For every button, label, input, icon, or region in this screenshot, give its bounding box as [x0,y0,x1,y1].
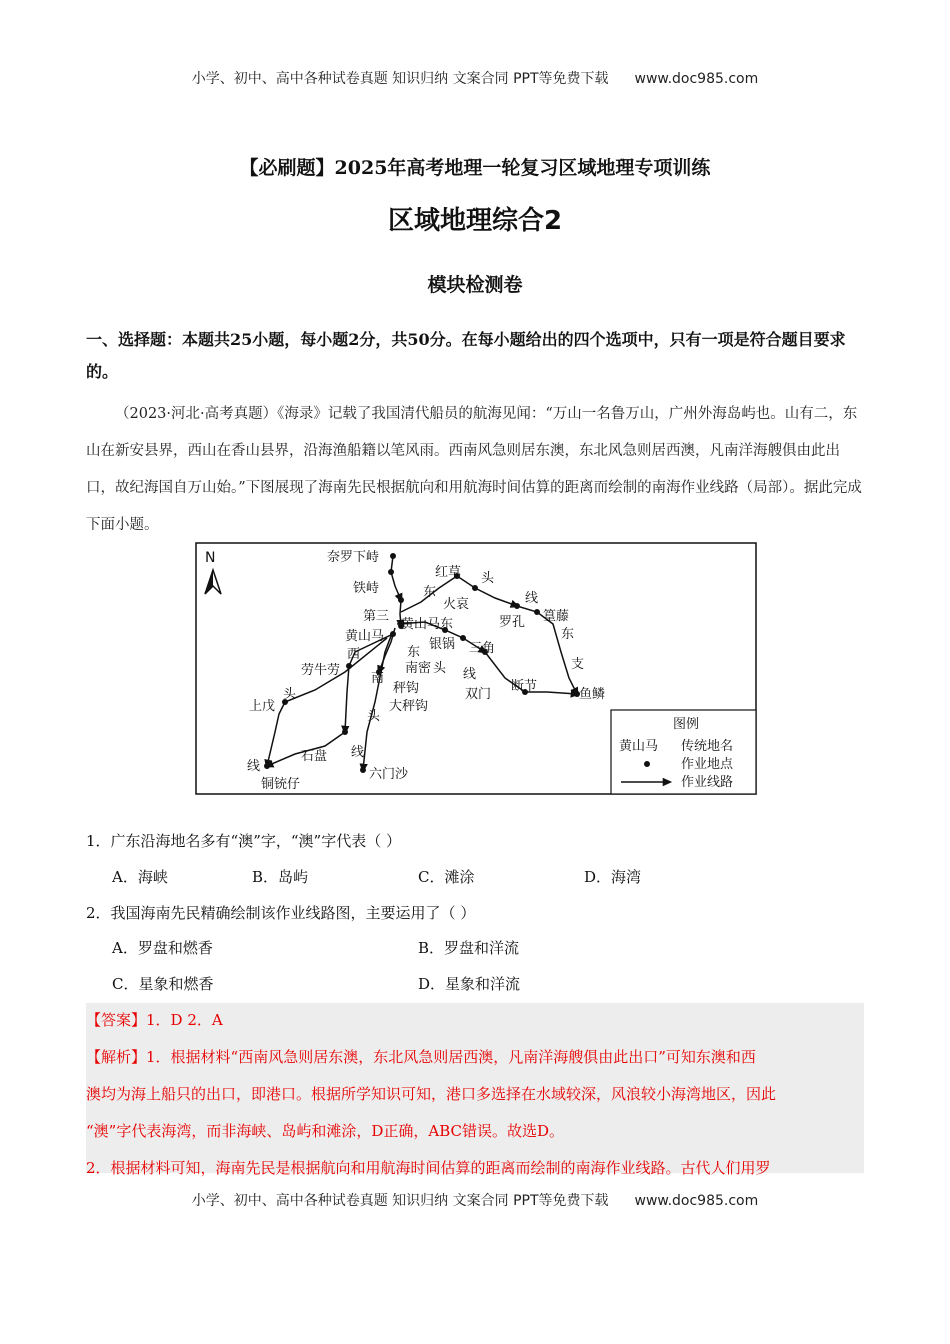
place-label: 支 [571,657,585,672]
place-label: 劳牛劳 [301,663,341,678]
place-label: 银锅 [429,637,456,652]
answer-line [86,1002,864,1039]
place-label: 双门 [465,687,492,702]
map-legend [611,710,756,794]
work-point [390,631,396,637]
place-label: 东 [407,645,421,660]
analysis-line-2: 澳均为海上船只的出口，即港口。根据所学知识可知，港口多选择在水域较深，风浪较小海湾地区，因此 [86,1085,777,1103]
legend-point-label: 作业地点 [681,757,734,772]
route-map [195,542,757,795]
question-2-option-a[interactable]: A．罗盘和燃香 [112,939,213,957]
analysis-label: 【解析】 [86,1048,147,1066]
work-point [346,663,352,669]
question-1-option-d[interactable]: D．海湾 [584,868,642,886]
legend-sample-name: 黄山马 [619,739,659,754]
place-label: 线 [463,667,477,682]
place-label: 大秤钩 [389,699,429,714]
place-label: 线 [247,759,261,774]
place-label: 黄山马东 [401,617,454,632]
place-label: 头 [283,687,297,702]
answer-text: 1．D 2．A [146,1011,223,1029]
question-2-stem: 2．我国海南先民精确绘制该作业线路图，主要运用了（ ） [86,904,476,922]
question-2-option-d[interactable]: D．星象和洋流 [418,975,521,993]
section-heading-text: 一、选择题：本题共25小题，每小题2分，共50分。在每小题给出的四个选项中，只有一项是符合题目要求的。 [86,330,846,381]
analysis-line-3: “澳”字代表海湾，而非海峡、岛屿和滩涂，D正确，ABC错误。故选D。 [86,1122,565,1140]
answer-label: 【答案】 [86,1011,147,1029]
page-header [0,68,950,88]
place-label: 奈罗下峙 [327,550,380,565]
analysis-line-1 [86,1039,864,1076]
place-label: 黄山马 [345,629,385,644]
place-label: 头 [481,571,495,586]
section-heading [86,324,866,388]
place-label: 头 [367,709,381,724]
place-label: 鱼鳞 [579,687,606,702]
passage: （2023·河北·高考真题）《海录》记载了我国清代船员的航海见闻：“万山一名鲁万山，广州外海岛屿也。山有二，东山在新安县界，西山在香山县界，沿海渔船籍以笔风雨。西南风急则居东澳，东北风急则居西澳，凡南洋海艘俱由此出口，故纪海国自万山始。”下图展现了海南先民根据航向和用航海时间估算的距离而绘制的南海作业线路（局部）。据此完成下面小题。 [86,406,862,533]
legend-point-symbol [644,761,650,767]
analysis-line-4: 2．根据材料可知，海南先民是根据航向和用航海时间估算的距离而绘制的南海作业线路。古代人们用罗 [86,1159,771,1177]
work-point [472,585,478,591]
question-2-option-b[interactable]: B．罗盘和洋流 [418,939,520,957]
work-point [264,763,270,769]
question-1-option-b[interactable]: B．岛屿 [252,868,309,886]
question-1-option-c[interactable]: C．滩涂 [418,868,475,886]
legend-route-label: 作业线路 [681,775,734,790]
page-footer [0,1190,950,1210]
analysis-text-1: 1．根据材料“西南风急则居东澳，东北风急则居西澳，凡南洋海艘俱由此出口”可知东澳和西 [146,1048,756,1066]
question-2-option-c[interactable]: C．星象和燃香 [112,975,214,993]
north-label: N [205,550,216,566]
place-label: 六门沙 [369,767,409,782]
question-1-option-a[interactable]: A．海峡 [112,868,168,886]
question-1-stem: 1．广东沿海地名多有“澳”字，“澳”字代表（ ） [86,832,401,850]
place-label: 秤钩 [393,681,420,696]
place-label: 头 [433,661,447,676]
place-label: 火哀 [443,597,470,612]
place-label: 红草 [435,565,462,580]
document-title: 【必刷题】2025年高考地理一轮复习区域地理专项训练 [239,157,711,179]
document-subtitle: 区域地理综合2 [387,206,563,236]
work-point [342,729,348,735]
legend-name-label: 传统地名 [681,739,734,754]
section-title: 模块检测卷 [427,274,523,296]
place-label: 铁峙 [353,581,380,596]
place-label: 石盘 [301,749,328,764]
work-point [534,609,540,615]
place-label: 东 [561,627,575,642]
work-point [398,597,404,603]
footer-site-link[interactable]: www.doc985.com [634,1193,759,1209]
work-point [460,635,466,641]
footer-text: 小学、初中、高中各种试卷真题 知识归纳 文案合同 PPT等免费下载 [191,1193,609,1209]
place-label: 西 [347,647,361,662]
place-label: 南 [371,671,385,686]
place-label: 线 [351,745,365,760]
work-point [514,603,520,609]
place-label: 东 [423,585,437,600]
header-site-link[interactable]: www.doc985.com [634,71,759,87]
legend-title: 图例 [673,717,700,732]
place-label: 三角 [469,641,496,656]
place-label: 上戊 [249,699,276,714]
place-label: 南密 [405,661,432,676]
work-point [390,553,396,559]
work-point [360,767,366,773]
place-label: 线 [525,591,539,606]
place-label: 铜铳仔 [261,777,301,792]
place-label: 断节 [511,679,538,694]
place-label: 罗孔 [499,615,526,630]
work-point [388,569,394,575]
place-label: 篁藤 [543,609,570,624]
header-text: 小学、初中、高中各种试卷真题 知识归纳 文案合同 PPT等免费下载 [191,71,609,87]
place-label: 第三 [363,609,390,624]
